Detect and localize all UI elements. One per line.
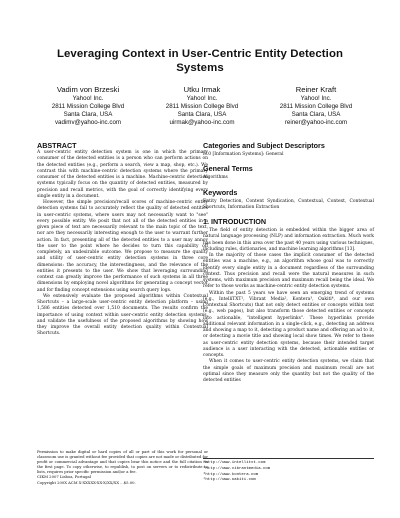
author-2 [150, 85, 254, 127]
categories-text: H.0 [Information Systems]: General [203, 152, 284, 157]
title-line-2: Systems [176, 62, 224, 74]
introduction-paragraph: In the majority of those cases the implicit consumer of the detected entities was a machine, e.g., an algorithm whose goal was to correctly identify every single entity in a document regardless of the surrounding context. Thus precision and recall were the natural measures in such systems, with maximum precision and maximum recall being the ideal. We refer to those works as machine-centric entity detection systems. [203, 253, 374, 290]
copyright-line: Copyright 200X ACM X-XXXXX-XX-X/XX/XX ...$5.00. [37, 480, 136, 485]
footnote: ⁴http://www.oakiti.com [203, 478, 256, 483]
copyright-permission: Permission to make digital or hard copies of all or part of this work for personal or classroom use is granted without fee provided that copies are not made or distributed for profit or commercial advantage and that copies bear this notice and the full citation on the first page. To copy otherwise, to republish, to post on servers or to redistribute to lists, requires prior specific permission and/or a fee. [37, 450, 208, 475]
author-3 [264, 85, 368, 127]
author-address: 2811 Mission College Blvd [279, 103, 353, 110]
author-1 [36, 85, 140, 127]
author-city: Santa Clara, USA [177, 111, 227, 118]
abstract-body [37, 150, 208, 338]
abstract-paragraph: A user-centric entity detection system is one in which the primary consumer of the detected entities is a person who can perform actions on the detected entities (e.g., perform a search, view a map, shop, etc.). We contrast this with machine-centric detection systems where the primary consumer of the detected entities is a machine. Machine-centric detection systems typically focus on the quantity of detected entities, measured by precision and recall metrics, with the goal of correctly identifying every single entity in a document. [37, 150, 208, 199]
copyright-conference: CIKM 2007 Lisboa, Portugal [37, 475, 91, 480]
copyright-notice [37, 450, 208, 486]
general-terms-heading: General Terms [203, 164, 253, 174]
footnote: ²http://www.vibrantmedia.com [203, 466, 271, 471]
author-address: 2811 Mission College Blvd [51, 103, 125, 110]
footnotes [203, 458, 374, 484]
keywords-text: Entity Detection, Content Syndication, Contextual, Context, Contextual Shortcuts, Information Extraction [203, 198, 374, 210]
left-column [37, 141, 208, 338]
author-email: vadimv@yahoo-inc.com [54, 119, 122, 126]
author-city: Santa Clara, USA [291, 111, 341, 118]
keywords-section [203, 188, 374, 212]
author-org: Yahoo! Inc. [186, 95, 218, 102]
footnote: ¹http://www.intellitxt.com [203, 461, 266, 465]
introduction-paragraph: The field of entity detection is embedded within the bigger area of natural language processing (NLP) and information extraction. Much work has been done in this area over the past 40 years using various techniques, including rules, dictionaries, and machine learning algorithms [13]. [203, 228, 374, 252]
introduction-paragraph: When it comes to user-centric entity detection systems, we claim that the simple goals of maximum precision and maximum recall are not optimal since they measure only the quantity but not the quality of the detected entities [203, 359, 374, 383]
author-name: Utku Irmak [183, 85, 221, 94]
author-name: Vadim von Brzeski [56, 85, 120, 94]
abstract-paragraph: We extensively evaluate the proposed algorithms within Contextual Shortcuts – a large-scale user-centric entity detection platform – using 1,586 entities detected over 1,510 documents. The results confirm the importance of using context within user-centric entity detection systems, and validate the usefulness of the proposed algorithms by showing how they improve the overall entity detection quality within Contextual Shortcuts. [37, 293, 208, 337]
author-org: Yahoo! Inc. [72, 95, 104, 102]
general-terms-section [203, 164, 374, 181]
paper-title [20, 47, 380, 75]
right-column [203, 141, 374, 384]
author-org: Yahoo! Inc. [300, 95, 332, 102]
introduction-section [203, 217, 374, 384]
author-email: reiner@yahoo-inc.com [284, 119, 348, 126]
general-terms-text: Algorithms [203, 175, 228, 181]
author-name: Reiner Kraft [295, 85, 337, 94]
author-block [36, 85, 368, 127]
introduction-paragraph: Within the past 5 years we have seen an emerging trend of systems (e.g., IntelliTXT¹, Vibrant Media², Kontera³, Oakiti⁴, and our own Contextual Shortcuts) that not only detect entities or concepts within text (e.g., web pages), but also transform those detected entities or concepts into actionable, "intelligent hyperlinks". These hyperlinks provide additional relevant information in a single-click, e.g., detecting an address and showing a map to it, detecting a product name and offering an ad to it, or detecting a movie title and showing local show times. We refer to these as user-centric entity detection systems, because their intended target audience is a user interacting with the detected, actionable entities or concepts. [203, 290, 374, 358]
abstract-paragraph: However, the simple precision/recall scores of machine-centric entity detection systems fail to accurately reflect the quality of detected entities in user-centric systems, where users may not necessarily want to "see" every possible entity. We posit that not all of the detected entities in a given piece of text are necessarily relevant to the main topic of the text, nor are they necessarily interesting enough to the user to warrant further action. In fact, presenting all of the detected entities to a user may annoy the user to the point where he decides to turn this capability off completely, an undesirable outcome. We propose to measure the quality and utility of user-centric entity detection systems in three core dimensions: the accuracy, the interestingness, and the relevance of the entities it presents to the user. We show that leveraging surrounding context can greatly improve the performance of such systems in all three dimensions by employing novel algorithms for generating a concept vector and for finding concept extensions using search query logs. [37, 200, 208, 293]
abstract-heading: ABSTRACT [37, 141, 77, 150]
author-email: uirmak@yahoo-inc.com [169, 119, 235, 126]
keywords-heading: Keywords [203, 187, 238, 197]
author-city: Santa Clara, USA [63, 111, 113, 118]
title-line-1: Leveraging Context in User-Centric Entity Detection [56, 48, 344, 60]
author-address: 2811 Mission College Blvd [165, 103, 239, 110]
categories-heading: Categories and Subject Descriptors [203, 141, 325, 150]
footnote: ³http://www.kontera.com [203, 472, 259, 477]
introduction-heading: 1. INTRODUCTION [203, 217, 267, 226]
